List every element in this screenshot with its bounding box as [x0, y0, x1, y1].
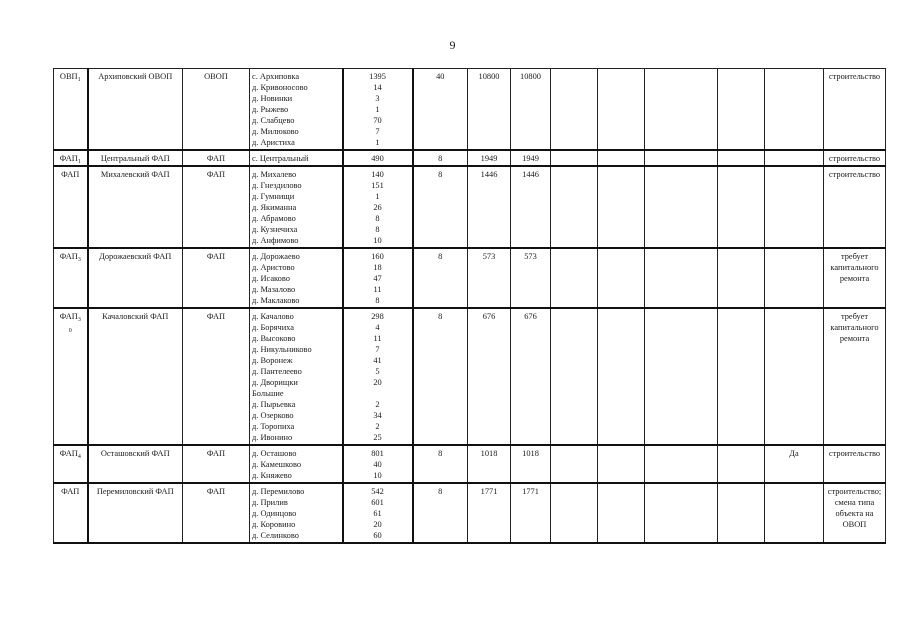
- settlement-name: д. Рыжево: [252, 105, 289, 114]
- note-cell: [824, 166, 886, 248]
- table-row: [54, 248, 886, 308]
- settlement-name: д. Исаково: [252, 274, 290, 283]
- empty-cell: [645, 248, 718, 308]
- capacity-value: 8: [413, 166, 468, 248]
- population-value: 34: [373, 411, 382, 420]
- flag-value: [765, 69, 824, 151]
- settlement-name: д. Пырьевка: [252, 400, 296, 409]
- area-value: 1446: [468, 166, 511, 248]
- settlement-name: д. Аристиха: [252, 138, 295, 147]
- settlement-name: с. Архиповка: [252, 72, 300, 81]
- note-line: строительство: [828, 154, 881, 163]
- population-value: 20: [373, 520, 382, 529]
- area-total-value: 573: [511, 248, 551, 308]
- note-line: ремонта: [839, 334, 870, 343]
- area-total-value: 10800: [511, 69, 551, 151]
- empty-cell: [551, 69, 598, 151]
- note-line: требует: [840, 312, 869, 321]
- settlements-list: [250, 248, 343, 308]
- settlement-name: д. Гумнищи: [252, 192, 295, 201]
- population-value: 542: [371, 487, 384, 496]
- facility-code: [54, 248, 88, 308]
- population-value: 490: [371, 154, 384, 163]
- note-cell: [824, 445, 886, 483]
- facility-code-text: ФАП: [59, 154, 78, 163]
- table-row: [54, 166, 886, 248]
- population-value: 1: [375, 192, 380, 201]
- population-value: 7: [375, 127, 380, 136]
- population-value: 7: [375, 345, 380, 354]
- flag-value: [765, 483, 824, 543]
- empty-cell: [645, 166, 718, 248]
- settlement-name: д. Торопиха: [252, 422, 295, 431]
- page-number: 9: [449, 38, 456, 52]
- empty-cell: [551, 308, 598, 445]
- note-line: смена типа: [834, 498, 875, 507]
- facility-code: [54, 150, 88, 166]
- settlement-name: д. Якиманна: [252, 203, 297, 212]
- population-value: 140: [371, 170, 384, 179]
- empty-cell: [551, 248, 598, 308]
- facility-name: Центральный ФАП: [88, 150, 183, 166]
- capacity-value: 40: [413, 69, 468, 151]
- settlement-name: д. Кривоносово: [252, 83, 308, 92]
- population-list: [343, 483, 413, 543]
- settlement-name: д. Маклаково: [252, 296, 300, 305]
- facility-name: Перемиловский ФАП: [88, 483, 183, 543]
- facility-code-index: 3: [77, 317, 81, 323]
- population-value: 3: [375, 94, 380, 103]
- empty-cell: [718, 150, 765, 166]
- facility-name: Дорожаевский ФАП: [88, 248, 183, 308]
- facility-code-text: ФАП: [61, 487, 80, 496]
- area-value: 1949: [468, 150, 511, 166]
- population-list: [343, 445, 413, 483]
- population-value: 60: [373, 531, 382, 540]
- settlements-list: [250, 69, 343, 151]
- empty-cell: [718, 166, 765, 248]
- settlement-name: д. Перемилово: [252, 487, 305, 496]
- note-cell: [824, 483, 886, 543]
- facility-name: Осташовский ФАП: [88, 445, 183, 483]
- facility-name: Михалевский ФАП: [88, 166, 183, 248]
- facility-code: [54, 69, 88, 151]
- settlement-name: д. Новинки: [252, 94, 293, 103]
- empty-cell: [598, 69, 645, 151]
- empty-cell: [645, 483, 718, 543]
- population-list: [343, 166, 413, 248]
- settlement-name: д. Михалево: [252, 170, 297, 179]
- table-row: [54, 150, 886, 166]
- empty-cell: [551, 483, 598, 543]
- settlement-name: д. Воронеж: [252, 356, 293, 365]
- note-cell: [824, 69, 886, 151]
- empty-cell: [551, 166, 598, 248]
- settlements-list: [250, 150, 343, 166]
- facility-type: ФАП: [183, 248, 250, 308]
- settlement-name: д. Дворищки: [252, 378, 298, 387]
- population-value: 8: [375, 214, 380, 223]
- facility-code-text: ФАП: [61, 170, 80, 179]
- settlements-list: [250, 483, 343, 543]
- population-value: 10: [373, 236, 382, 245]
- capacity-value: 8: [413, 445, 468, 483]
- area-total-value: 1949: [511, 150, 551, 166]
- population-value: 25: [373, 433, 382, 442]
- area-total-value: 1018: [511, 445, 551, 483]
- settlement-name: д. Абрамово: [252, 214, 296, 223]
- population-value: 151: [371, 181, 384, 190]
- facility-code: [54, 445, 88, 483]
- note-line: строительство: [828, 170, 881, 179]
- area-total-value: 1446: [511, 166, 551, 248]
- population-list: [343, 308, 413, 445]
- facility-code: [54, 483, 88, 543]
- flag-value: [765, 150, 824, 166]
- settlement-name: д. Коровино: [252, 520, 296, 529]
- empty-cell: [718, 248, 765, 308]
- table-row: [54, 69, 886, 151]
- note-cell: [824, 308, 886, 445]
- area-value: 1018: [468, 445, 511, 483]
- table-body: [54, 69, 886, 544]
- population-value: 1: [375, 138, 380, 147]
- note-line: ОВОП: [842, 520, 867, 529]
- empty-cell: [551, 445, 598, 483]
- population-value: 70: [373, 116, 382, 125]
- empty-cell: [645, 69, 718, 151]
- population-value: 1: [375, 105, 380, 114]
- empty-cell: [718, 483, 765, 543]
- population-value: 1395: [369, 72, 386, 81]
- population-value: 11: [373, 334, 382, 343]
- population-value: 8: [375, 296, 380, 305]
- facility-name: Качаловский ФАП: [88, 308, 183, 445]
- facility-code-text: ФАП: [59, 312, 78, 321]
- flag-value: [765, 248, 824, 308]
- note-line: требует: [840, 252, 869, 261]
- area-value: 10800: [468, 69, 511, 151]
- empty-cell: [718, 69, 765, 151]
- population-value: 801: [371, 449, 384, 458]
- facility-type: ОВОП: [183, 69, 250, 151]
- settlement-name: с. Центральный: [252, 154, 309, 163]
- facility-code: [54, 308, 88, 445]
- area-value: 676: [468, 308, 511, 445]
- population-value: 18: [373, 263, 382, 272]
- flag-value: Да: [765, 445, 824, 483]
- population-value: 5: [375, 367, 380, 376]
- facility-code-index: 1: [77, 159, 81, 165]
- facility-code-index-extra: 0: [68, 328, 72, 334]
- population-value: 10: [373, 471, 382, 480]
- empty-cell: [718, 308, 765, 445]
- empty-cell: [645, 445, 718, 483]
- table-row: [54, 483, 886, 543]
- population-value: 11: [373, 285, 382, 294]
- settlement-name: д. Борячиха: [252, 323, 294, 332]
- population-value: 14: [373, 83, 382, 92]
- capacity-value: 8: [413, 150, 468, 166]
- note-cell: [824, 248, 886, 308]
- empty-cell: [551, 150, 598, 166]
- settlement-name: д. Мазалово: [252, 285, 296, 294]
- settlement-name: д. Кузнечиха: [252, 225, 298, 234]
- population-value: 26: [373, 203, 382, 212]
- settlements-list: [250, 445, 343, 483]
- area-value: 573: [468, 248, 511, 308]
- settlement-name: д. Осташово: [252, 449, 297, 458]
- population-value: 61: [373, 509, 382, 518]
- flag-value: [765, 308, 824, 445]
- population-list: [343, 150, 413, 166]
- note-line: объекта на: [835, 509, 874, 518]
- empty-cell: [598, 445, 645, 483]
- settlement-name: д. Милюково: [252, 127, 299, 136]
- settlement-name: д. Озерково: [252, 411, 294, 420]
- area-total-value: 676: [511, 308, 551, 445]
- capacity-value: 8: [413, 308, 468, 445]
- flag-value: [765, 166, 824, 248]
- facility-code-index: 1: [77, 77, 81, 83]
- population-list: [343, 69, 413, 151]
- settlement-name: д. Ивонино: [252, 433, 293, 442]
- population-value: 601: [371, 498, 384, 507]
- settlement-name: д. Никульниково: [252, 345, 312, 354]
- note-line: строительство: [828, 72, 881, 81]
- facility-code-index: 3: [77, 257, 81, 263]
- population-value: 41: [373, 356, 382, 365]
- empty-cell: [598, 150, 645, 166]
- facility-code-text: ОВП: [59, 72, 78, 81]
- settlement-name: д. Анфимово: [252, 236, 299, 245]
- population-value: 8: [375, 225, 380, 234]
- note-cell: [824, 150, 886, 166]
- population-value: 298: [371, 312, 384, 321]
- settlement-name: д. Слабцево: [252, 116, 295, 125]
- population-list: [343, 248, 413, 308]
- table-row: [54, 445, 886, 483]
- population-value: 20: [373, 378, 382, 387]
- population-value: 47: [373, 274, 382, 283]
- settlement-name: д. Одинцово: [252, 509, 297, 518]
- facility-type: ФАП: [183, 483, 250, 543]
- facility-name: Архиповский ОВОП: [88, 69, 183, 151]
- settlement-name: д. Аристово: [252, 263, 295, 272]
- empty-cell: [598, 248, 645, 308]
- note-line: капитального: [830, 323, 879, 332]
- note-line: строительство;: [827, 487, 882, 496]
- capacity-value: 8: [413, 248, 468, 308]
- area-value: 1771: [468, 483, 511, 543]
- facility-code-text: ФАП: [59, 252, 78, 261]
- settlement-name: д. Селинково: [252, 531, 299, 540]
- facility-type: ФАП: [183, 308, 250, 445]
- empty-cell: [598, 166, 645, 248]
- facility-type: ФАП: [183, 166, 250, 248]
- empty-cell: [718, 445, 765, 483]
- population-value: 160: [371, 252, 384, 261]
- settlement-name: д. Камешково: [252, 460, 302, 469]
- facility-code-text: ФАП: [59, 449, 78, 458]
- settlement-name: Большие: [252, 389, 284, 398]
- note-line: строительство: [828, 449, 881, 458]
- settlement-name: д. Прилив: [252, 498, 288, 507]
- population-value: [346, 388, 410, 399]
- note-line: ремонта: [839, 274, 870, 283]
- capacity-value: 8: [413, 483, 468, 543]
- empty-cell: [645, 308, 718, 445]
- settlement-name: д. Качалово: [252, 312, 294, 321]
- facilities-table: [53, 68, 886, 544]
- settlement-name: д. Дорожаево: [252, 252, 300, 261]
- facility-type: ФАП: [183, 445, 250, 483]
- table-row: [54, 308, 886, 445]
- empty-cell: [598, 483, 645, 543]
- settlement-name: д. Гнездилово: [252, 181, 302, 190]
- population-value: 2: [375, 400, 380, 409]
- facility-type: ФАП: [183, 150, 250, 166]
- population-value: 4: [375, 323, 380, 332]
- settlement-name: д. Княжево: [252, 471, 292, 480]
- facility-code: [54, 166, 88, 248]
- settlements-list: [250, 166, 343, 248]
- facility-code-index: 4: [77, 454, 81, 460]
- empty-cell: [645, 150, 718, 166]
- population-value: 2: [375, 422, 380, 431]
- empty-cell: [598, 308, 645, 445]
- settlements-list: [250, 308, 343, 445]
- note-line: капитального: [830, 263, 879, 272]
- area-total-value: 1771: [511, 483, 551, 543]
- population-value: 40: [373, 460, 382, 469]
- settlement-name: д. Высоково: [252, 334, 296, 343]
- settlement-name: д. Пантелеево: [252, 367, 302, 376]
